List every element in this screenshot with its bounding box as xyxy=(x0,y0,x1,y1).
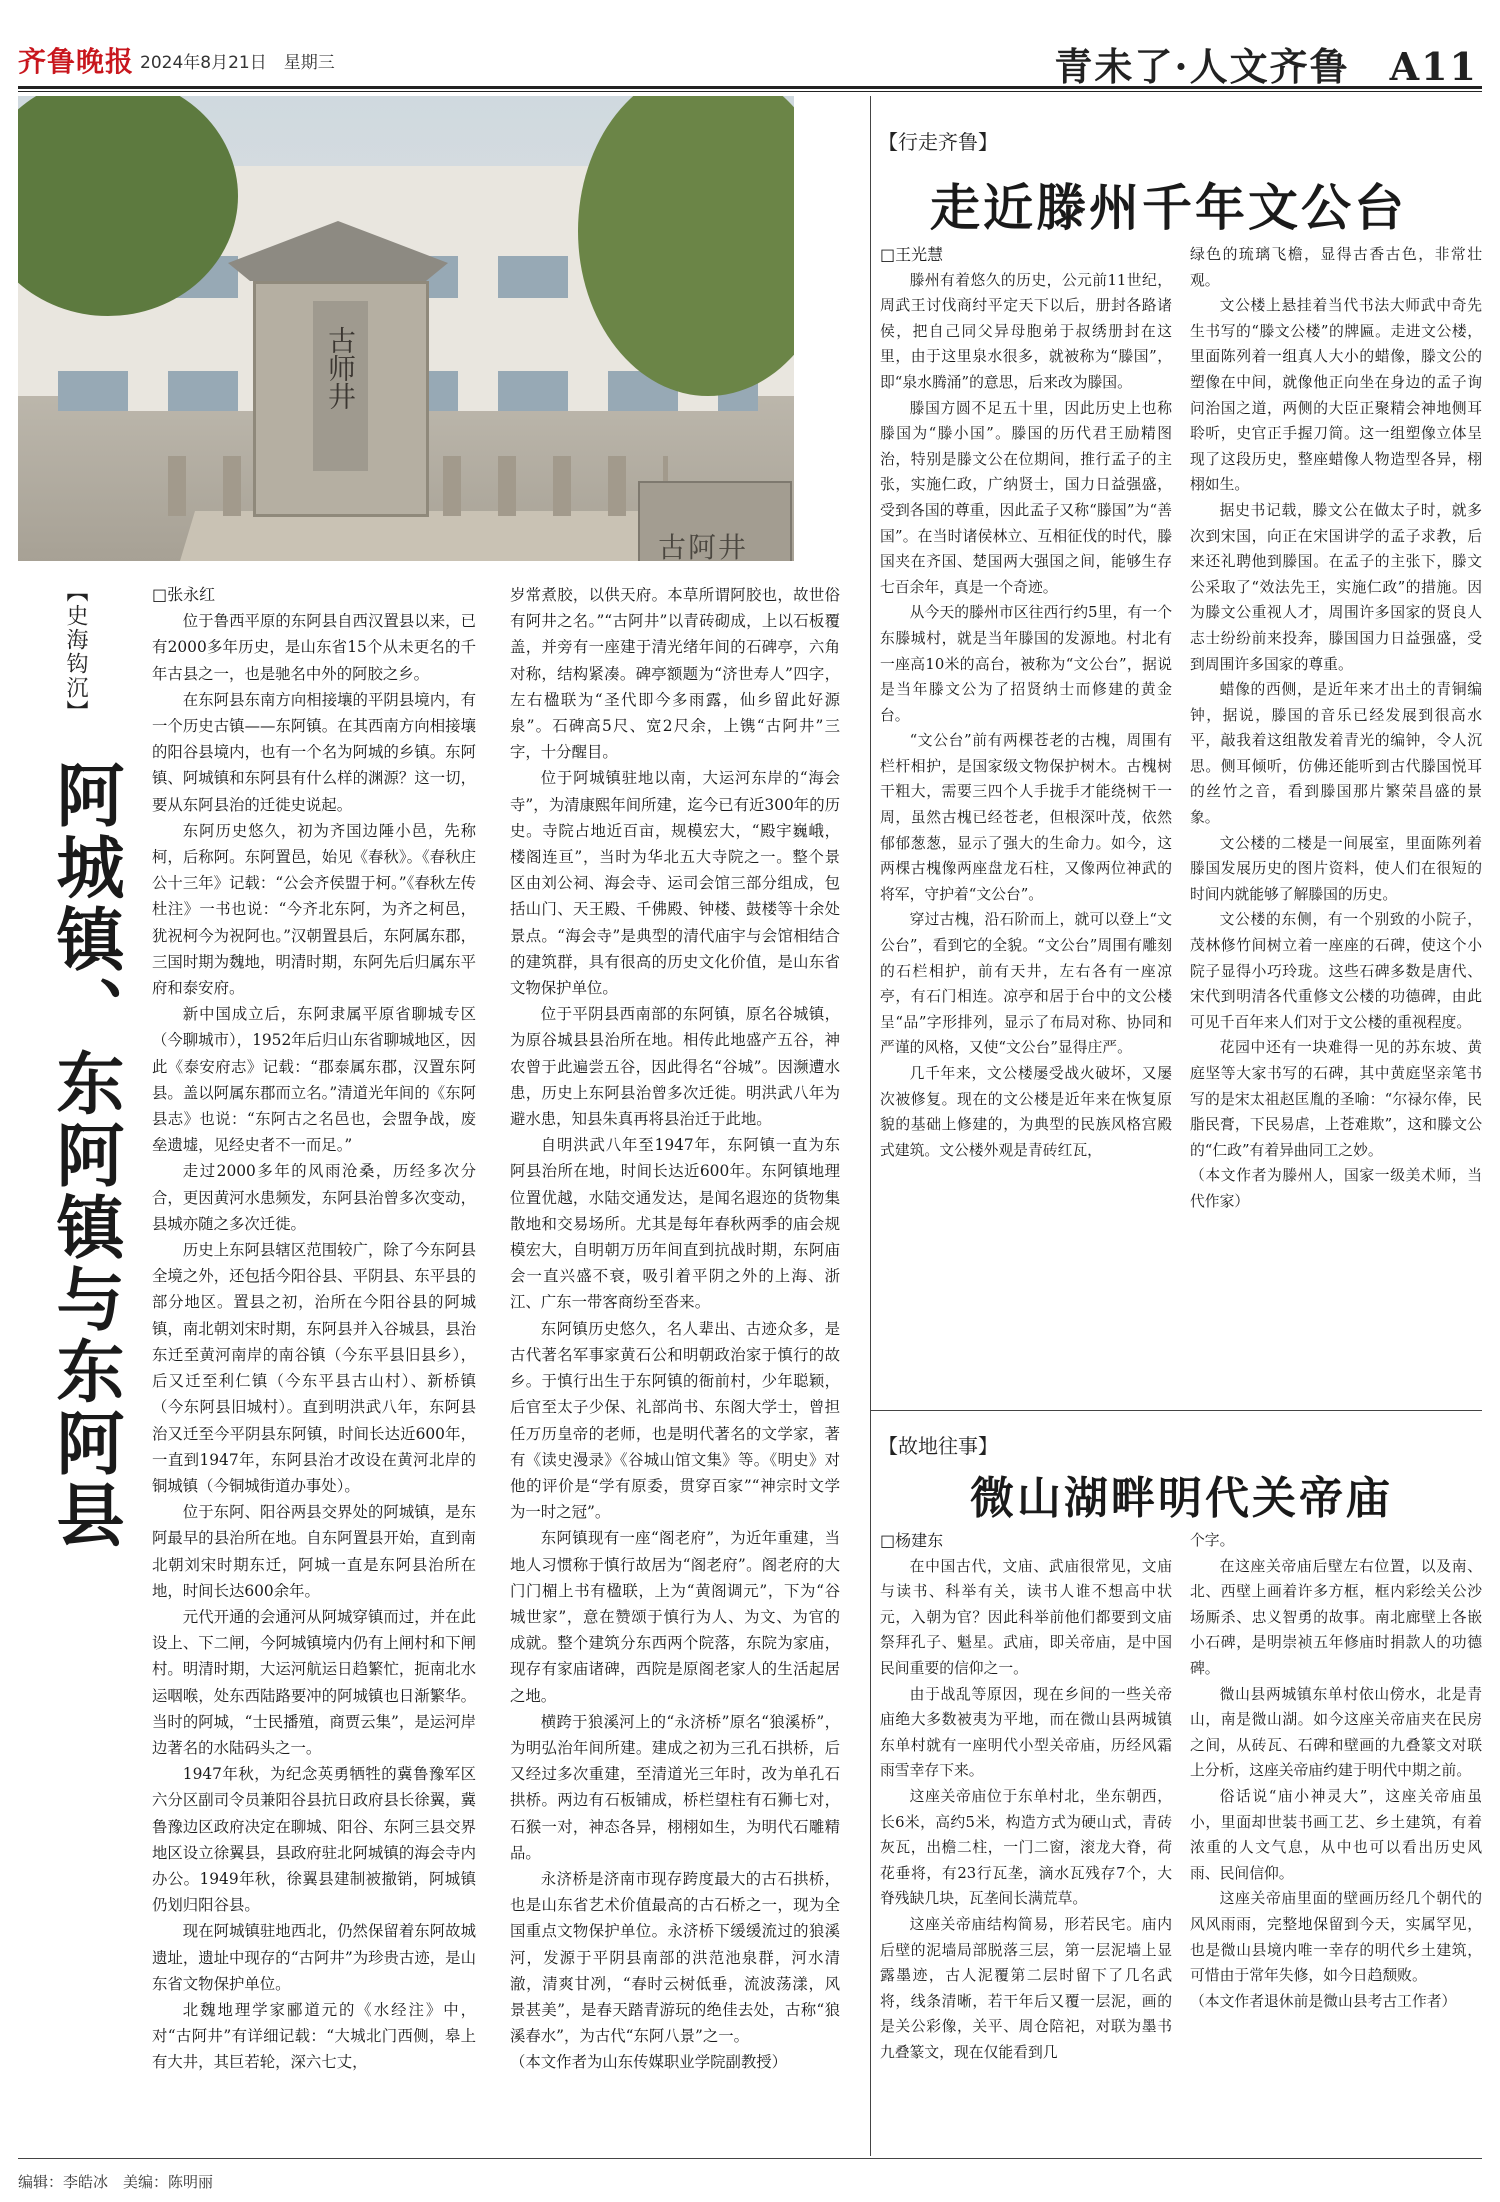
article-author: □王光慧 xyxy=(880,245,944,264)
paragraph: 从今天的滕州市区往西行约5里，有一个东滕城村，就是当年滕国的发源地。村北有一座高10米的高台，被称为“文公台”，据说是当年滕文公为了招贤纳士而修建的黄金台。 xyxy=(880,604,1172,724)
paragraph: 在这座关帝庙后壁左右位置，以及南、北、西壁上画着许多方框，框内彩绘关公沙场厮杀、忠义智勇的故事。南北廊壁上各嵌小石碑，是明崇祯五年修庙时捐款人的功德碑。 xyxy=(1190,1557,1482,1677)
paragraph: 绿色的琉璃飞檐，显得古香古色，非常壮观。 xyxy=(1190,246,1482,289)
paragraph: 滕州有着悠久的历史，公元前11世纪，周武王讨伐商纣平定天下以后，册封各路诸侯，把自己同父异母胞弟于叔绣册封在这里，由于这里泉水很多，就被称为“滕国”，即“泉水腾涌”的意思，后来改为滕国。 xyxy=(880,271,1172,391)
section-tag: 【故地往事】 xyxy=(878,1434,998,1458)
issue-date: 2024年8月21日 星期三 xyxy=(140,53,335,73)
paragraph: 位于鲁西平原的东阿县自西汉置县以来，已有2000多年历史，是山东省15个从未更名的千年古县之一，也是驰名中外的阿胶之乡。 xyxy=(152,612,476,683)
paragraph: 永济桥是济南市现存跨度最大的古石拱桥，也是山东省艺术价值最高的古石桥之一，现为全国重点文物保护单位。永济桥下缓缓流过的狼溪河，发源于平阴县南部的洪范池泉群，河水清澈，清爽甘冽，“春时云树低垂，流波荡漾，风景甚美”，是春天踏青游玩的绝佳去处，古称“狼溪春水”，为古代“东阿八景”之一。 xyxy=(510,1869,840,2046)
stone-inscription: 古阿井 xyxy=(658,531,749,561)
paragraph: “文公台”前有两棵苍老的古槐，周围有栏杆相护，是国家级文物保护树木。古槐树干粗大，需要三四个人手拢手才能绕树干一周，虽然古槐已经苍老，但根深叶茂，依然郁郁葱葱，显示了强大的生命力。如今，这两棵古槐像两座盘龙石柱，又像两位神武的将军，守护着“文公台”。 xyxy=(880,732,1172,903)
paragraph: 俗话说“庙小神灵大”，这座关帝庙虽小，里面却世装书画工艺、乡土建筑，有着浓重的人文气息，从中也可以看出历史风雨、民间信仰。 xyxy=(1190,1787,1482,1882)
author-note: （本文作者退休前是微山县考古工作者） xyxy=(1190,1992,1457,2010)
page-section-title: 青未了·人文齐鲁 A11 xyxy=(1054,44,1478,89)
article-author: □张永红 xyxy=(152,585,216,604)
header-rule xyxy=(18,86,1482,89)
photo-platform xyxy=(168,511,708,561)
article3-column-1 xyxy=(880,1528,1172,2065)
section-tag: 【史海钩沉】 xyxy=(63,580,88,724)
paragraph: 微山县两城镇东单村依山傍水，北是青山，南是微山湖。如今这座关帝庙夹在民房之间，从砖瓦、石碑和壁画的九叠篆文对联上分析，这座关帝庙约建于明代中期之前。 xyxy=(1190,1685,1482,1780)
author-note: （本文作者为山东传媒职业学院副教授） xyxy=(510,2053,788,2072)
paragraph: 现在阿城镇驻地西北，仍然保留着东阿故城遗址，遗址中现存的“古阿井”为珍贵古迹，是山东省文物保护单位。 xyxy=(152,1922,476,1993)
footer-rule xyxy=(18,2158,1482,2159)
paragraph: 花园中还有一块难得一见的苏东坡、黄庭坚等大家书写的石碑，其中黄庭坚亲笔书写的是宋太祖赵匡胤的圣喻：“尔禄尔俸，民脂民膏，下民易虐，上苍难欺”，这和滕文公的“仁政”有着异曲同工之妙。 xyxy=(1190,1039,1482,1159)
paragraph: 岁常煮胶，以供天府。本草所谓阿胶也，故世俗有阿井之名。”“古阿井”以青砖砌成，上以石板覆盖，并旁有一座建于清光绪年间的石碑亭，六角对称，结构紧凑。碑亭额题为“济世寿人”四字，左右楹联为“圣代即今多雨露，仙乡留此好源泉”。石碑高5尺、宽2尺余，上镌“古阿井”三字，十分醒目。 xyxy=(510,586,840,762)
stele-inscription: 古师井 xyxy=(324,326,357,410)
article-title: 走近滕州千年文公台 xyxy=(930,178,1407,237)
article-divider xyxy=(870,1410,1482,1411)
paragraph: 文公楼上悬挂着当代书法大师武中奇先生书写的“滕文公楼”的牌匾。走进文公楼，里面陈列着一组真人大小的蜡像，滕文公的塑像在中间，就像他正向坐在身边的孟子询问治国之道，两侧的大臣正聚精会神地侧耳聆听，史官正手握刀简。这一组塑像立体呈现了这段历史，整座蜡像人物造型各异，栩栩如生。 xyxy=(1190,297,1482,494)
paragraph: 这座关帝庙结构简易，形若民宅。庙内后壁的泥墙局部脱落三层，第一层泥墙上显露墨迹，古人泥覆第二层时留下了几名武将，线条清晰，若干年后又覆一层泥，画的是关公彩像，关平、周仓陪祀，对联为墨书九叠篆文，现在仅能看到几 xyxy=(880,1915,1172,2061)
paragraph: 在中国古代，文庙、武庙很常见，文庙与读书、科举有关，读书人谁不想高中状元，入朝为官？因此科举前他们都要到文庙祭拜孔子、魁星。武庙，即关帝庙，是中国民间重要的信仰之一。 xyxy=(880,1557,1172,1677)
article-title: 微山湖畔明代关帝庙 xyxy=(970,1473,1393,1524)
paragraph: 东阿镇历史悠久，名人辈出、古迹众多，是古代著名军事家黄石公和明朝政治家于慎行的故乡。于慎行出生于东阿镇的衙前村，少年聪颖，后官至太子少保、礼部尚书、东阁大学士，曾担任万历皇帝的老师，也是明代著名的文学家，著有《读史漫录》《谷城山馆文集》等。《明史》对他的评价是“学有原委，贯穿百家”“神宗时文学为一时之冠”。 xyxy=(510,1319,840,1522)
paragraph: 位于东阿、阳谷两县交界处的阿城镇，是东阿最早的县治所在地。自东阿置县开始，直到南北朝刘宋时期东迁，阿城一直是东阿县治所在地，时间长达600余年。 xyxy=(152,1503,476,1600)
paragraph: 这座关帝庙位于东单村北，坐东朝西，长6米，高约5米，构造方式为硬山式，青砖灰瓦，出檐二柱，一门二窗，滚龙大脊，荷花垂将，有23行瓦垄，滴水瓦残存7个，大脊残缺几块，瓦垄间长满荒草。 xyxy=(880,1787,1172,1908)
paragraph: 1947年秋，为纪念英勇牺牲的冀鲁豫军区六分区副司令员兼阳谷县抗日政府县长徐翼，冀鲁豫边区政府决定在聊城、阳谷、东阿三县交界地区设立徐翼县，县政府驻北阿城镇的海会寺内办公。1949年秋，徐翼县建制被撤销，阿城镇仍划归阳谷县。 xyxy=(152,1765,476,1915)
article2-column-2 xyxy=(1190,242,1482,1215)
footer-credits: 编辑：李皓冰 美编：陈明丽 xyxy=(18,2173,214,2191)
article-author: □杨建东 xyxy=(880,1531,944,1550)
paragraph: 由于战乱等原因，现在乡间的一些关帝庙绝大多数被夷为平地，而在微山县两城镇东单村就有一座明代小型关帝庙，历经风霜雨雪幸存下来。 xyxy=(880,1685,1172,1780)
paragraph: 这座关帝庙里面的壁画历经几个朝代的风风雨雨，完整地保留到今天，实属罕见，也是微山县境内唯一幸存的明代乡土建筑，可惜由于常年失修，如今日趋颓败。 xyxy=(1190,1890,1482,1985)
article3-column-2 xyxy=(1190,1528,1482,2014)
paragraph: 据史书记载，滕文公在做太子时，就多次到宋国，向正在宋国讲学的孟子求教，后来还礼聘他到滕国。在孟子的主张下，滕文公采取了“效法先王，实施仁政”的措施。因为滕文公重视人才，周围许多国家的贤良人志士纷纷前来投奔，滕国国力日益强盛，受到周围许多国家的尊重。 xyxy=(1190,501,1482,673)
paragraph: 东阿历史悠久，初为齐国边陲小邑，先称柯，后称阿。东阿置邑，始见《春秋》。《春秋庄公十三年》记载：“公会齐侯盟于柯。”《春秋左传杜注》一书也说：“今齐北东阿，为齐之柯邑，犹祝柯今为祝阿也。”汉朝置县后，东阿属东郡，三国时期为魏地，明清时期，东阿先后归属东平府和泰安府。 xyxy=(152,821,476,998)
paragraph: 个字。 xyxy=(1190,1532,1235,1549)
article-title: 阿城镇、东阿镇与东阿县 xyxy=(45,760,125,1552)
paragraph: 文公楼的东侧，有一个别致的小院子，茂林修竹间树立着一座座的石碑，使这个小院子显得小巧玲珑。这些石碑多数是唐代、宋代到明清各代重修文公楼的功德碑，由此可见千百年来人们对于文公楼的重视程度。 xyxy=(1190,911,1482,1031)
paragraph: 新中国成立后，东阿隶属平原省聊城专区（今聊城市），1952年后归山东省聊城地区，因此《泰安府志》记载：“郡泰属东郡，汉置东阿县。盖以阿属东郡而立名。”清道光年间的《东阿县志》也说：“东阿古之名邑也，会盟争战，废垒遗墟，见经史者不一而足。” xyxy=(152,1005,476,1155)
paragraph: 元代开通的会通河从阿城穿镇而过，并在此设上、下二闸，今阿城镇境内仍有上闸村和下闸村。明清时期，大运河航运日趋繁忙，扼南北水运咽喉，处东西陆路要冲的阿城镇也日渐繁华。当时的阿城，“士民播殖，商贾云集”，是运河岸边著名的水陆码头之一。 xyxy=(152,1607,476,1757)
newspaper-logo: 齐鲁晚报 xyxy=(18,45,135,78)
paragraph: 在东阿县东南方向相接壤的平阴县境内，有一个历史古镇——东阿镇。在其西南方向相接壤的阳谷县境内，也有一个名为阿城的乡镇。东阿镇、阿城镇和东阿县有什么样的渊源？这一切，要从东阿县治的迁徙史说起。 xyxy=(152,690,476,814)
paragraph: 几千年来，文公楼屡受战火破坏，又屡次被修复。现在的文公楼是近年来在恢复原貌的基础上修建的，为典型的民族风格宫殿式建筑。文公楼外观是青砖红瓦， xyxy=(880,1065,1172,1159)
paragraph: 走过2000多年的风雨沧桑，历经多次分合，更因黄河水患频发，东阿县治曾多次变动，县城亦随之多次迁徙。 xyxy=(152,1162,476,1233)
ancient-well-photo xyxy=(18,96,794,561)
paragraph: 滕国方圆不足五十里，因此历史上也称滕国为“滕小国”。滕国的历代君王励精图治，特别是滕文公在位期间，推行孟子的主张，实施仁政，广纳贤士，国力日益强盛，受到各国的尊重，因此孟子又称“滕国”为“善国”。在当时诸侯林立、互相征伐的时代，滕国夹在齐国、楚国两大强国之间，能够生存七百余年，真是一个奇迹。 xyxy=(880,399,1172,596)
paragraph: 北魏地理学家郦道元的《水经注》中，对“古阿井”有详细记载：“大城北门西侧，皋上有大井，其巨若轮，深六七丈， xyxy=(152,2000,476,2072)
section-tag: 【行走齐鲁】 xyxy=(878,130,998,154)
paragraph: 位于阿城镇驻地以南，大运河东岸的“海会寺”，为清康熙年间所建，迄今已有近300年的历史。寺院占地近百亩，规模宏大，“殿宇巍峨，楼阁连亘”，当时为华北五大寺院之一。整个景区由刘公祠、海会寺、运司会馆三部分组成，包括山门、天王殿、千佛殿、钟楼、鼓楼等十余处景点。“海会寺”是典型的清代庙宇与会馆相结合的建筑群，具有很高的历史文化价值，是山东省文物保护单位。 xyxy=(510,769,840,998)
paragraph: 东阿镇现有一座“阁老府”，为近年重建，当地人习惯称于慎行故居为“阁老府”。阁老府的大门门楣上书有楹联，上为“黄阁调元”，下为“谷城世家”，意在赞颂于慎行为人、为文、为官的成就。整个建筑分东西两个院落，东院为家庙，现存有家庙诸碑，西院是原阁老家人的生活起居之地。 xyxy=(510,1529,840,1705)
paragraph: 位于平阴县西南部的东阿镇，原名谷城镇，为原谷城县县治所在地。相传此地盛产五谷，神农曾于此遍尝五谷，因此得名“谷城”。因濒遭水患，历史上东阿县治曾多次迁徙。明洪武八年为避水患，知县朱真再将县治迁于此地。 xyxy=(510,1005,840,1129)
article1-column-1 xyxy=(152,582,476,2076)
paragraph: 穿过古槐，沿石阶而上，就可以登上“文公台”，看到它的全貌。“文公台”周围有雕刻的石栏相护，前有天井，左右各有一座凉亭，有石门相连。凉亭和居于台中的文公楼呈“品”字形排列，显示了布局对称、协同和严谨的风格，又使“文公台”显得庄严。 xyxy=(880,911,1172,1057)
article2-column-1 xyxy=(880,242,1172,1163)
paragraph: 蜡像的西侧，是近年来才出土的青铜编钟，据说，滕国的音乐已经发展到很高水平，敲我着这组散发着青光的编钟，令人沉思。侧耳倾听，仿佛还能听到古代滕国悦耳的丝竹之音，看到滕国那片繁荣昌盛的景象。 xyxy=(1190,681,1482,827)
paragraph: 横跨于狼溪河上的“永济桥”原名“狼溪桥”，为明弘治年间所建。建成之初为三孔石拱桥，后又经过多次重建，至清道光三年时，改为单孔石拱桥。两边有石板铺成，桥栏望柱有石狮七对，石猴一对，神态各异，栩栩如生，为明代石雕精品。 xyxy=(510,1712,840,1862)
article1-column-2 xyxy=(510,582,840,2076)
paragraph: 历史上东阿县辖区范围较广，除了今东阿县全境之外，还包括今阳谷县、平阴县、东平县的部分地区。置县之初，治所在今阳谷县的阿城镇，南北朝刘宋时期，东阿县并入谷城县，县治东迁至黄河南岸的南谷镇（今东平县旧县乡），后又迁至利仁镇（今东平县古山村）、新桥镇（今东阿县旧城村）。直到明洪武八年，东阿县治又迁至今平阴县东阿镇，时间长达近600年，一直到1947年，东阿县治才改设在黄河北岸的铜城镇（今铜城街道办事处）。 xyxy=(152,1241,476,1495)
author-note: （本文作者为滕州人，国家一级美术师，当代作家） xyxy=(1190,1167,1482,1210)
header-rule-thin xyxy=(18,91,1482,92)
paragraph: 自明洪武八年至1947年，东阿镇一直为东阿县治所在地，时间长达近600年。东阿镇地理位置优越，水陆交通发达，是闻名遐迩的货物集散地和交易场所。尤其是每年春秋两季的庙会规模宏大，自明朝万历年间直到抗战时期，东阿庙会一直兴盛不衰，吸引着平阴之外的上海、浙江、广东一带客商纷至沓来。 xyxy=(510,1136,840,1312)
paragraph: 文公楼的二楼是一间展室，里面陈列着滕国发展历史的图片资料，使人们在很短的时间内就能够了解滕国的历史。 xyxy=(1190,834,1482,903)
column-divider xyxy=(870,96,871,2156)
